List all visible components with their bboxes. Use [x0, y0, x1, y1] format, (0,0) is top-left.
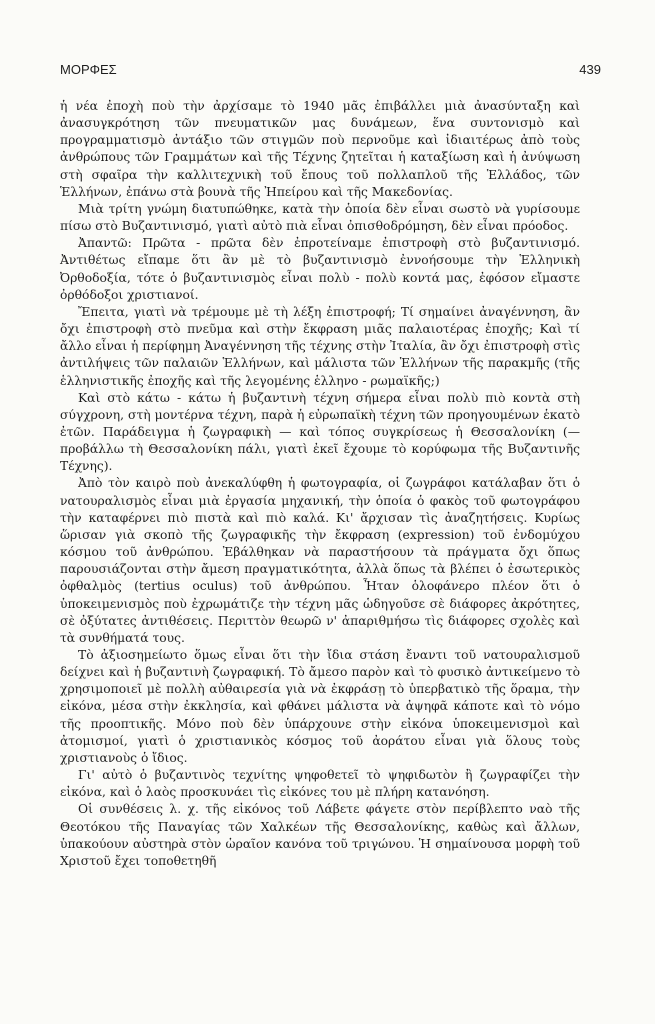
paragraph: Ἀπαντῶ: Πρῶτα - πρῶτα δὲν ἐπροτείναμε ἐπιστροφὴ στὸ βυζαντινισμό. Ἀντιθέτως εἴπαμε ὅτι ἂν μὲ τὸ βυζαντινισμὸ ἐννοήσουμε τὴν Ἑλληνικὴ Ὀρθοδοξία, τότε ὁ βυζαντινισμὸς εἶναι πολὺ - πολὺ κοντά μας, ἐφόσον εἴμαστε ὀρθόδοξοι χριστιανοί.	[60, 236, 580, 302]
paragraph: Καὶ στὸ κάτω - κάτω ἡ βυζαντινὴ τέχνη σήμερα εἶναι πολὺ πιὸ κοντὰ στὴ σύγχρονη, στὴ μοντέρνα τέχνη, παρὰ ἡ εὐρωπαϊκὴ τέχνη τῶν προηγουμένων ἑκατὸ ἐτῶν. Παράδειγμα ἡ ζωγραφικὴ — καὶ τόπος συγκρίσεως ἡ Θεσσαλονίκη (— προβάλλω τὴ Θεσσαλονίκη πάλι, γιατὶ ἐκεῖ ἔχουμε τὸ κορύφωμα τῆς Βυζαντινῆς Τέχνης).	[60, 390, 580, 474]
body-text	[60, 98, 580, 870]
paragraph: Οἱ συνθέσεις λ. χ. τῆς εἰκόνος τοῦ Λάβετε φάγετε στὸν περίβλεπτο ναὸ τῆς Θεοτόκου τῆς Παναγίας τῶν Χαλκέων τῆς Θεσσαλονίκης, καθὼς καὶ ἄλλων, ὑπακούουν αὐστηρὰ στὸν ὡραῖον κανόνα τοῦ τριγώνου. Ἡ σημαίνουσα μορφὴ τοῦ Χριστοῦ ἔχει τοποθετηθῆ	[60, 802, 580, 868]
running-title: ΜΟΡΦΕΣ	[60, 62, 117, 77]
paragraph: Ἀπὸ τὸν καιρὸ ποὺ ἀνεκαλύφθη ἡ φωτογραφία, οἱ ζωγράφοι κατάλαβαν ὅτι ὁ νατουραλισμὸς εἶναι μιὰ ἐργασία μηχανική, τὴν ὁποία ὁ φακὸς τοῦ φωτογράφου τὴν καταφέρνει πιὸ πιστὰ καὶ πιὸ καλά. Κι' ἄρχισαν τὶς ἀναζητήσεις. Κυρίως ὥρισαν γιὰ σκοπὸ τῆς ζωγραφικῆς τὴν ἔκφραση (expression) τοῦ ἐνδομύχου κόσμου τοῦ ἀνθρώπου. Ἐβάλθηκαν νὰ παραστήσουν τὰ πράγματα ὄχι ὅπως παρουσιάζονται στὴν ἄμεση πραγματικότητα, ἀλλὰ ὅπως τὰ βλέπει ὁ ἐσωτερικὸς ὀφθαλμὸς (tertius oculus) τοῦ ἀνθρώπου. Ἦταν ὁλοφάνερο πλέον ὅτι ὁ ὑποκειμενισμὸς ποὺ ἐχρωμάτιζε τὴν τέχνη μᾶς ὡδηγοῦσε σὲ διάφορες ἀκρότητες, σὲ ὀξύτατες ἀντιθέσεις. Περιττὸν θεωρῶ ν' ἀπαριθμήσω τὶς διάφορες σχολὲς καὶ τὰ συνθήματά τους.	[60, 476, 580, 645]
page-header	[60, 62, 601, 77]
paragraph: Ἔπειτα, γιατὶ νὰ τρέμουμε μὲ τὴ λέξη ἐπιστροφή; Τί σημαίνει ἀναγέννηση, ἂν ὄχι ἐπιστροφὴ στὸ πνεῦμα καὶ στὴν ἔκφραση μιᾶς παλαιοτέρας ἐποχῆς; Καὶ τί ἄλλο εἶναι ἡ περίφημη Ἀναγέννηση τῆς τέχνης στὴν Ἰταλία, ἂν ὄχι ἐπιστροφὴ στὶς ἀντιλήψεις τῶν παλαιῶν Ἑλλήνων, καὶ μάλιστα τῶν Ἑλλήνων τῆς παρακμῆς (τῆς ἑλληνιστικῆς ἐποχῆς καὶ τῆς λεγομένης ἑλληνο - ρωμαϊκῆς;)	[60, 304, 580, 388]
paragraph: Μιὰ τρίτη γνώμη διατυπώθηκε, κατὰ τὴν ὁποία δὲν εἶναι σωστὸ νὰ γυρίσουμε πίσω στὸ Βυζαντινισμό, γιατὶ αὐτὸ πιὰ εἶναι ὀπισθοδρόμηση, δὲν εἶναι πρόοδος.	[60, 201, 580, 234]
paragraph: Γι' αὐτὸ ὁ βυζαντινὸς τεχνίτης ψηφοθετεῖ τὸ ψηφιδωτὸν ἢ ζωγραφίζει τὴν εἰκόνα, καὶ ὁ λαὸς προσκυνάει τὶς εἰκόνες του μὲ πλήρη κατανόηση.	[60, 768, 580, 800]
page-number: 439	[579, 62, 601, 77]
paragraph: Τὸ ἀξιοσημείωτο ὅμως εἶναι ὅτι τὴν ἴδια στάση ἔναντι τοῦ νατουραλισμοῦ δείχνει καὶ ἡ βυζαντινὴ ζωγραφική. Τὸ ἄμεσο παρὸν καὶ τὸ φυσικὸ ἀντικείμενο τὸ χρησιμοποιεῖ μὲ πολλὴ αὐθαιρεσία γιὰ νὰ ἐκφράσῃ τὸ ὑπερβατικὸ τῆς ὅραμα, τὴν εἰκόνα, μέσα στὴν ἐκκλησία, καὶ φθάνει μάλιστα νὰ ἀψηφᾶ κάποτε καὶ τὸ νόμο τῆς προοπτικῆς. Μόνο ποὺ δὲν ὑπάρχουνε στὴν εἰκόνα ὑποκειμενισμοὶ καὶ ἀτομισμοί, γιατὶ ὁ χριστιανικὸς κόσμος τοῦ ἀοράτου εἶναι γιὰ ὅλους τοὺς χριστιανοὺς ὁ ἴδιος.	[60, 648, 580, 765]
paragraph: ἡ νέα ἐποχὴ ποὺ τὴν ἀρχίσαμε τὸ 1940 μᾶς ἐπιβάλλει μιὰ ἀνασύνταξη καὶ ἀνασυγκρότηση τῶν πνευματικῶν μας δυνάμεων, ἕνα συντονισμὸ καὶ προγραμματισμὸ ἀντάξιο τῶν στιγμῶν ποὺ περνοῦμε καὶ ἰδιαιτέρως ἀπὸ τοὺς ἀνθρώπους τῶν Γραμμάτων καὶ τῆς Τέχνης ζητεῖται ἡ καταξίωση καὶ ἡ ἀνύψωση στὴ σφαῖρα τὴν καλλιτεχνικὴ τοῦ ἔπους τοῦ πολλαπλοῦ τῆς Ἑλλάδος, τῶν Ἑλλήνων, ἐπάνω στὰ βουνὰ τῆς Ἠπείρου καὶ τῆς Μακεδονίας.	[60, 99, 580, 199]
